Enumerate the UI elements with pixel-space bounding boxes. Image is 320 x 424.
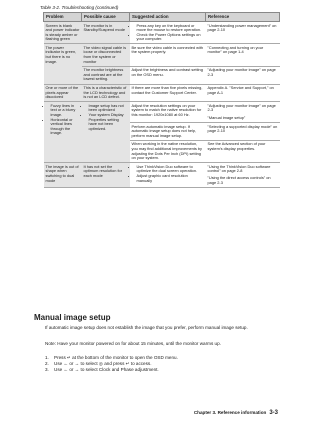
table-header-row <box>44 13 280 22</box>
problem-cell: Screen is blank and power indicator is steady amber or flashing green <box>44 22 82 44</box>
step-text: Use ← or → to select ◎ and press ↵ to access. <box>54 361 152 367</box>
action-cell <box>130 163 206 187</box>
action-cell: Be sure the video cable is connected with the system properly. <box>130 44 206 66</box>
problem-cell <box>44 102 82 163</box>
header-reference: Reference <box>206 13 280 22</box>
problem-cell: The image is out of shape when switching to dual mode <box>44 163 82 187</box>
header-cause: Possible cause <box>82 13 130 22</box>
action-item: • Use ThinkVision Duo software to optimize the dual screen operation. <box>137 165 204 174</box>
table-row <box>44 163 280 187</box>
problem-cell: The power indicator is green, but there is no image. <box>44 44 82 84</box>
cause-item: • Your system Display Properties setting have not been optimized. <box>89 113 128 131</box>
action-cell: When working in the native resolution, you may find additional improvements by adjusting the Dots Per Inch (DPI) setting on your system. <box>130 140 206 162</box>
step-number: 2. <box>45 361 49 367</box>
action-cell <box>130 22 206 44</box>
chapter-label: Chapter 3. Reference information <box>193 410 267 415</box>
table-row <box>44 102 280 123</box>
troubleshooting-table <box>43 12 280 188</box>
problem-item: • Fuzzy lines in text or a blurry image. <box>51 104 80 118</box>
reference-cell: "Selecting a supported display mode" on page 2-10 <box>206 123 280 141</box>
reference-text: "Using the direct access controls" on page 2-3 <box>207 174 271 185</box>
reference-cell: "Adjusting your monitor image" on page 2-3 <box>206 66 280 84</box>
action-item: • Adjust graphic card resolution manually <box>137 174 204 183</box>
reference-cell <box>206 102 280 123</box>
reference-text: "Adjusting your monitor image" on page 2-3 <box>207 102 276 113</box>
cause-cell: This is a characteristic of the LCD technology and is not an LCD defect. <box>82 84 130 102</box>
cause-cell: The video signal cable is loose or disconnected from the system or monitor <box>82 44 130 66</box>
section-title: Manual image setup <box>34 313 111 322</box>
action-cell: Adjust the resolution settings on your system to match the native resolution for this monitor: 1920x1080 at 60 Hz. <box>130 102 206 123</box>
table-row <box>44 44 280 66</box>
reference-cell: "Understanding power management" on page 2-10 <box>206 22 280 44</box>
header-action: Suggested action <box>130 13 206 22</box>
step-text: Press ↵ at the bottom of the monitor to open the OSD menu. <box>54 355 178 360</box>
step-number: 3. <box>45 367 49 373</box>
intro-paragraph: If automatic image setup does not establish the image that you prefer, perform manual image setup. <box>45 325 248 330</box>
cause-item: • Image setup has not been optimized <box>89 104 128 113</box>
reference-cell: "Connecting and turning on your monitor" on page 1-4 <box>206 44 280 66</box>
cause-cell: The monitor brightness and contrast are at the lowest setting. <box>82 66 130 84</box>
table-row <box>44 22 280 44</box>
reference-text: "Manual image setup" <box>207 115 246 120</box>
page-number: 3-3 <box>269 410 278 416</box>
action-item: • Press any key on the keyboard or move the mouse to restore operation. <box>137 24 204 33</box>
cause-cell: It has not set the optimum resolution for each mode <box>82 163 130 187</box>
cause-cell: The monitor is in Standby/Suspend mode <box>82 22 130 44</box>
step-text: Use ← or → to select Clock and Phase adjustment. <box>54 367 159 373</box>
action-item: • Check the Power Options settings on your computer. <box>137 33 204 42</box>
reference-text: "Using the ThinkVision Duo software control" on page 2-8 <box>207 163 271 174</box>
step-item <box>45 367 178 373</box>
reference-cell: Appendix A. "Service and Support," on page A-1 <box>206 84 280 102</box>
problem-item: • Horizontal or vertical lines through the image. <box>51 118 80 136</box>
page-footer <box>194 410 278 416</box>
problem-cell: One or more of the pixels appear discolored <box>44 84 82 102</box>
steps-list <box>45 355 178 374</box>
reference-cell: See the Advanced section of your system's display properties. <box>206 140 280 162</box>
note-paragraph: Note: Have your monitor powered on for about 15 minutes, until the monitor warms up. <box>45 341 221 346</box>
action-cell: Perform automatic image setup. If automatic image setup does not help, perform manual image setup. <box>130 123 206 141</box>
header-problem: Problem <box>44 13 82 22</box>
table-caption: Table 3-2. Troubleshooting (continued) <box>40 5 119 10</box>
action-cell: Adjust the brightness and contrast setting on the OSD menu. <box>130 66 206 84</box>
step-number: 1. <box>45 355 49 360</box>
cause-cell <box>82 102 130 163</box>
reference-cell <box>206 163 280 187</box>
table-row <box>44 84 280 102</box>
action-cell: If there are more than five pixels missing, contact the Customer Support Center. <box>130 84 206 102</box>
